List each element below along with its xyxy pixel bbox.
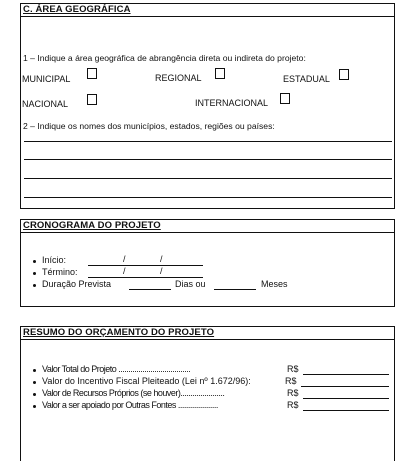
- bullet: [33, 381, 36, 384]
- bullet: [33, 260, 36, 263]
- option-internacional-label: INTERNACIONAL: [195, 98, 269, 108]
- answer-line[interactable]: [24, 141, 392, 142]
- answer-line[interactable]: [24, 159, 392, 160]
- currency-symbol: R$: [285, 376, 297, 386]
- duracao-dias-field[interactable]: [129, 289, 171, 290]
- section-area-geografica: [20, 3, 395, 209]
- inicio-label: Início:: [42, 255, 67, 265]
- question-1-text: 1 – Indique a área geográfica de abrangência direta ou indireta do projeto:: [23, 53, 306, 63]
- regional-checkbox[interactable]: [215, 68, 225, 79]
- meses-label: Meses: [261, 279, 288, 289]
- answer-line[interactable]: [24, 178, 392, 179]
- question-2-text: 2 – Indique os nomes dos municípios, estados, regiões ou países:: [23, 121, 275, 131]
- budget-item-label: Valor a ser apoiado por Outras Fontes ....................: [42, 400, 218, 410]
- section-cronograma: [20, 219, 395, 307]
- budget-value-field[interactable]: [303, 410, 389, 411]
- estadual-checkbox[interactable]: [339, 69, 349, 80]
- budget-item-label: Valor do Incentivo Fiscal Pleiteado (Lei nº 1.672/96):: [42, 376, 251, 386]
- date-separator: /: [123, 266, 126, 276]
- currency-symbol: R$: [287, 364, 299, 374]
- currency-symbol: R$: [287, 388, 299, 398]
- dias-ou-label: Dias ou: [175, 279, 206, 289]
- section-orcamento: [20, 326, 395, 461]
- option-regional-label: REGIONAL: [155, 73, 202, 83]
- duracao-label: Duração Prevista: [42, 279, 112, 289]
- option-nacional-label: NACIONAL: [22, 99, 69, 109]
- date-separator: /: [160, 254, 163, 264]
- duracao-meses-field[interactable]: [214, 289, 256, 290]
- option-municipal-label: MUNICIPAL: [22, 74, 71, 84]
- bullet: [33, 393, 36, 396]
- budget-item-label: Valor Total do Projeto ....................................: [42, 364, 191, 374]
- answer-line[interactable]: [24, 197, 392, 198]
- nacional-checkbox[interactable]: [87, 94, 97, 105]
- date-separator: /: [160, 266, 163, 276]
- budget-item-label: Valor de Recursos Próprios (se houver)......................: [42, 388, 225, 398]
- section-title: RESUMO DO ORÇAMENTO DO PROJETO: [21, 327, 394, 340]
- option-estadual-label: ESTADUAL: [283, 74, 330, 84]
- budget-value-field[interactable]: [301, 386, 389, 387]
- bullet: [33, 284, 36, 287]
- section-title: C. ÁREA GEOGRÁFICA: [21, 4, 394, 17]
- section-title: CRONOGRAMA DO PROJETO: [21, 220, 394, 233]
- inicio-date-field[interactable]: [88, 265, 203, 266]
- bullet: [33, 369, 36, 372]
- termino-label: Término:: [42, 267, 78, 277]
- budget-value-field[interactable]: [303, 398, 389, 399]
- bullet: [33, 405, 36, 408]
- date-separator: /: [123, 254, 126, 264]
- termino-date-field[interactable]: [88, 277, 203, 278]
- internacional-checkbox[interactable]: [280, 93, 290, 104]
- currency-symbol: R$: [287, 400, 299, 410]
- budget-value-field[interactable]: [303, 374, 389, 375]
- bullet: [33, 272, 36, 275]
- municipal-checkbox[interactable]: [87, 68, 97, 79]
